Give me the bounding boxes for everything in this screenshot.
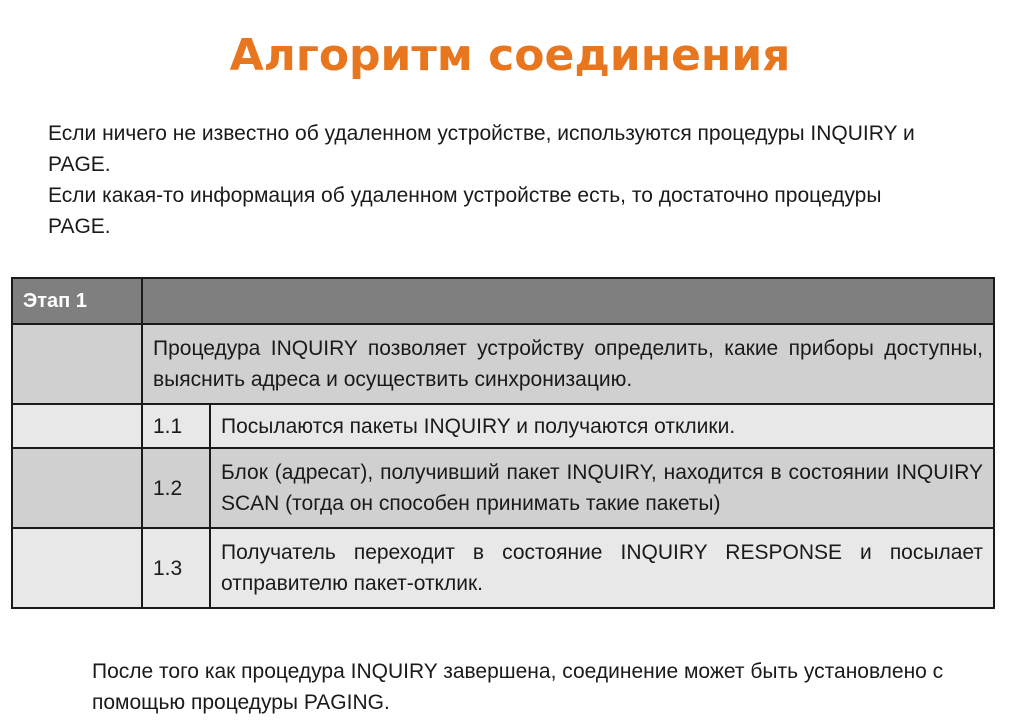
- intro-description-cell: Процедура INQUIRY позволяет устройству определить, какие приборы доступны, выяснить адреса и осуществить синхронизацию.: [142, 324, 994, 404]
- step-text-cell: Блок (адресат), получивший пакет INQUIRY, находится в состоянии INQUIRY SCAN (тогда он способен принимать такие пакеты): [210, 448, 994, 528]
- outro-paragraph: После того как процедура INQUIRY завершена, соединение может быть установлено с помощью процедуры PAGING.: [92, 660, 944, 714]
- step-text-cell: Получатель переходит в состояние INQUIRY RESPONSE и посылает отправителю пакет-отклик.: [210, 528, 994, 608]
- table-row: [12, 528, 994, 608]
- header-empty-cell: [142, 278, 994, 324]
- stage-header-cell: Этап 1: [12, 278, 142, 324]
- empty-cell: [12, 528, 142, 608]
- empty-cell: [12, 324, 142, 404]
- outro-text: [92, 656, 972, 718]
- step-text-cell: Посылаются пакеты INQUIRY и получаются отклики.: [210, 404, 994, 448]
- table-row: [12, 324, 994, 404]
- empty-cell: [12, 448, 142, 528]
- intro-paragraph-1: Если ничего не известно об удаленном устройстве, используются процедуры INQUIRY и PAGE.: [48, 122, 915, 176]
- empty-cell: [12, 404, 142, 448]
- table-row: [12, 448, 994, 528]
- page-title: Алгоритм соединения: [229, 30, 791, 81]
- step-number-cell: 1.3: [142, 528, 210, 608]
- table-header-row: [12, 278, 994, 324]
- step-number-cell: 1.2: [142, 448, 210, 528]
- intro-paragraph-2: Если какая-то информация об удаленном устройстве есть, то достаточно процедуры PAGE.: [48, 184, 882, 238]
- intro-text: [48, 118, 948, 242]
- step-number-cell: 1.1: [142, 404, 210, 448]
- steps-table: [11, 277, 995, 609]
- table-row: [12, 404, 994, 448]
